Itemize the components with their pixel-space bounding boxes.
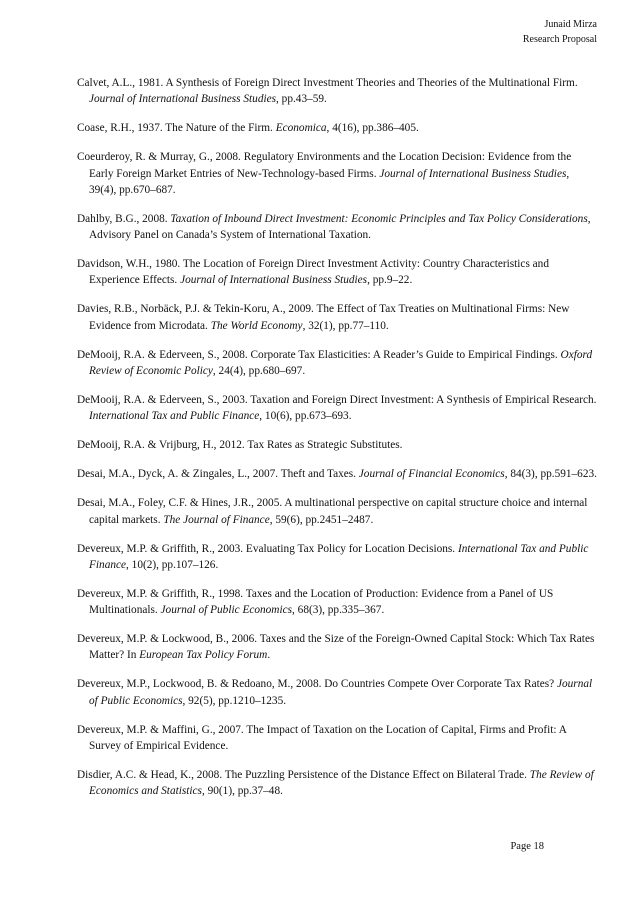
reference-source: Taxation of Inbound Direct Investment: Economic Principles and Tax Policy Considerations bbox=[170, 212, 588, 225]
reference-entry bbox=[77, 256, 597, 289]
reference-details: , 32(1), pp.77–110. bbox=[302, 319, 389, 332]
reference-text: DeMooij, R.A. & Ederveen, S., 2003. Taxation and Foreign Direct Investment: A Synthesis of Empirical Research. bbox=[77, 393, 597, 406]
reference-details: , 10(2), pp.107–126. bbox=[126, 558, 219, 571]
reference-details: , 39(4), pp.670–687. bbox=[89, 167, 570, 196]
reference-text: Disdier, A.C. & Head, K., 2008. The Puzzling Persistence of the Distance Effect on Bilateral Trade. bbox=[77, 768, 530, 781]
reference-source: The Journal of Finance bbox=[163, 513, 270, 526]
reference-source: Journal of Public Economics bbox=[89, 678, 593, 707]
reference-entry bbox=[77, 541, 597, 574]
reference-text: Devereux, M.P., Lockwood, B. & Redoano, M., 2008. Do Countries Compete Over Corporate Tax Rates? bbox=[77, 678, 557, 691]
reference-details: , 10(6), pp.673–693. bbox=[259, 410, 352, 423]
reference-entry bbox=[77, 437, 597, 453]
reference-details: , 4(16), pp.386–405. bbox=[326, 122, 419, 135]
reference-details: , pp.43–59. bbox=[276, 93, 327, 106]
reference-source: The World Economy bbox=[210, 319, 303, 332]
reference-details: , 90(1), pp.37–48. bbox=[201, 785, 283, 798]
reference-source: Economica bbox=[275, 122, 327, 135]
reference-details: , 92(5), pp.1210–1235. bbox=[182, 694, 287, 707]
header-author: Junaid Mirza bbox=[544, 19, 597, 30]
reference-entry bbox=[77, 676, 597, 709]
reference-text: DeMooij, R.A. & Vrijburg, H., 2012. Tax Rates as Strategic Substitutes. bbox=[77, 439, 403, 452]
reference-text: Desai, M.A., Foley, C.F. & Hines, J.R., 2005. A multinational perspective on capital structure choice and internal capital markets. bbox=[77, 497, 588, 526]
reference-entry bbox=[77, 631, 597, 664]
reference-text: Devereux, M.P. & Griffith, R., 1998. Taxes and the Location of Production: Evidence from a Panel of US Multinationals. bbox=[77, 587, 554, 617]
reference-text: Desai, M.A., Dyck, A. & Zingales, L., 2007. Theft and Taxes. bbox=[77, 468, 359, 481]
reference-text: Coase, R.H., 1937. The Nature of the Firm. bbox=[77, 122, 276, 135]
reference-details: , 24(4), pp.680–697. bbox=[212, 364, 306, 377]
reference-entry bbox=[77, 75, 597, 108]
reference-entry bbox=[77, 149, 597, 198]
reference-entry bbox=[77, 722, 597, 755]
reference-text: Calvet, A.L., 1981. A Synthesis of Foreign Direct Investment Theories and Theories of the Multinational Firm. bbox=[77, 77, 578, 89]
reference-details: , Advisory Panel on Canada’s System of International Taxation. bbox=[89, 212, 591, 242]
reference-text: Davidson, W.H., 1980. The Location of Foreign Direct Investment Activity: Country Characteristics and Experience Effects. bbox=[77, 258, 549, 287]
reference-source: The Review of Economics and Statistics bbox=[89, 768, 594, 798]
reference-source: Journal of International Business Studies bbox=[180, 274, 368, 287]
reference-entry bbox=[77, 392, 597, 425]
reference-source: Journal of Financial Economics bbox=[358, 468, 505, 481]
page-number: Page 18 bbox=[510, 841, 544, 852]
reference-text: Devereux, M.P. & Griffith, R., 2003. Evaluating Tax Policy for Location Decisions. bbox=[77, 542, 458, 555]
reference-entry bbox=[77, 586, 597, 619]
reference-entry bbox=[77, 767, 597, 800]
reference-text: Devereux, M.P. & Maffini, G., 2007. The Impact of Taxation on the Location of Capital, Firms and Profit: A Survey of Empirical Evidence. bbox=[77, 723, 567, 752]
reference-details: . bbox=[267, 649, 271, 662]
reference-entry bbox=[77, 301, 597, 334]
reference-entry bbox=[77, 120, 597, 136]
reference-text: Coeurderoy, R. & Murray, G., 2008. Regulatory Environments and the Location Decision: Evidence from the Early Foreign Market Entries of New-Technology-based Firms. bbox=[77, 151, 572, 180]
reference-source: International Tax and Public Finance bbox=[89, 542, 589, 571]
reference-details: , 68(3), pp.335–367. bbox=[292, 604, 385, 617]
reference-entry bbox=[77, 466, 597, 482]
reference-source: Oxford Review of Economic Policy bbox=[89, 348, 593, 377]
page-header bbox=[523, 17, 597, 47]
reference-details: , 59(6), pp.2451–2487. bbox=[269, 513, 374, 526]
reference-source: European Tax Policy Forum bbox=[139, 649, 268, 662]
reference-source: Journal of International Business Studies bbox=[89, 93, 277, 106]
reference-source: Journal of Public Economics bbox=[160, 604, 293, 617]
reference-text: Davies, R.B., Norbäck, P.J. & Tekin-Koru, A., 2009. The Effect of Tax Treaties on Multinational Firms: New Evidence from Microdata. bbox=[77, 303, 570, 332]
header-doc-type: Research Proposal bbox=[522, 34, 597, 45]
reference-list bbox=[77, 75, 597, 812]
reference-details: , 84(3), pp.591–623. bbox=[504, 468, 597, 481]
reference-details: , pp.9–22. bbox=[367, 274, 413, 287]
reference-source: Journal of International Business Studies bbox=[379, 167, 567, 180]
reference-text: Devereux, M.P. & Lockwood, B., 2006. Taxes and the Size of the Foreign-Owned Capital Stock: Which Tax Rates Matter? In bbox=[77, 633, 595, 662]
reference-entry bbox=[77, 211, 597, 244]
reference-text: Dahlby, B.G., 2008. bbox=[77, 212, 171, 225]
reference-source: International Tax and Public Finance bbox=[89, 410, 260, 423]
reference-entry bbox=[77, 347, 597, 380]
reference-text: DeMooij, R.A. & Ederveen, S., 2008. Corporate Tax Elasticities: A Reader’s Guide to Empirical Findings. bbox=[77, 348, 561, 361]
reference-entry bbox=[77, 495, 597, 528]
